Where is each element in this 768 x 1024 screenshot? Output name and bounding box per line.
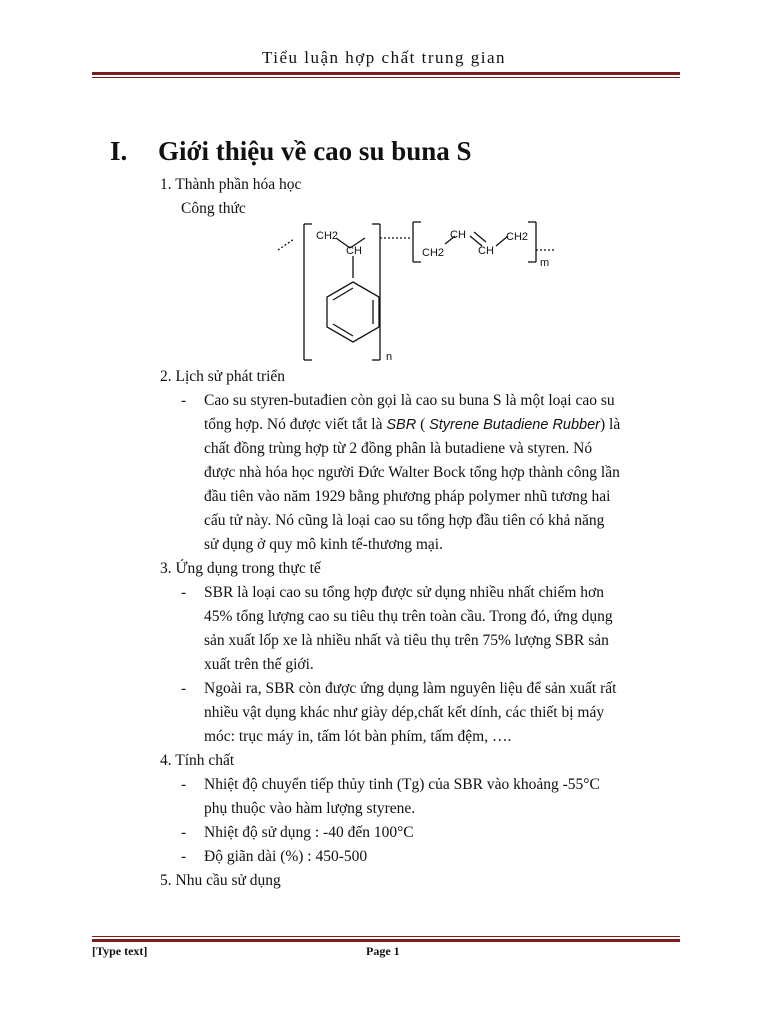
page-header-title: Tiểu luận hợp chất trung gian [261,48,507,67]
history-line-3: chất đồng trùng hợp từ 2 đồng phân là butadiene và styren. Nó [204,440,593,457]
property-line-4: Độ giãn dài (%) : 450-500 [204,848,368,865]
application-line-5: Ngoài ra, SBR còn được ứng dụng làm nguyên liệu để sản xuất rất [204,680,617,697]
property-line-2: phụ thuộc vào hàm lượng styrene. [204,800,416,817]
bullet-dash: - [181,680,187,697]
bullet-dash: - [181,824,187,841]
history-line-2-post: ) là [600,416,621,433]
item-1-title: 1. Thành phần hóa học [160,176,302,193]
property-line-3: Nhiệt độ sử dụng : -40 đến 100°C [204,824,414,841]
formula-ch-c: CH [478,245,494,257]
bullet-dash: - [181,848,187,865]
history-line-5: đầu tiên vào năm 1929 bằng phương pháp polymer nhũ tương hai [204,488,611,505]
header-rule [92,72,680,75]
formula-ch2-a: CH2 [316,230,339,242]
history-line-1: Cao su styren-butađien còn gọi là cao su buna S là một loại cao su [204,392,615,409]
formula-ch2-c: CH2 [506,231,529,243]
application-line-4: xuất trên thế giới. [204,656,314,673]
formula-ch-b: CH [450,229,466,241]
footer-page-number: Page 1 [366,944,400,958]
history-line-2-mid: ( [416,416,430,433]
history-line-2 [204,416,620,434]
section-heading [110,136,472,167]
bullet-dash: - [181,392,187,409]
formula-ch-a: CH [346,245,362,257]
footer-type-text: [Type text] [92,944,148,958]
formula-subscript-n: n [386,351,393,363]
bullet-dash: - [181,776,187,793]
footer-rule [92,939,680,942]
application-line-1: SBR là loại cao su tổng hợp được sử dụng nhiều nhất chiếm hơn [204,584,604,601]
heading-title: Giới thiệu về cao su buna S [158,136,472,166]
formula-ch2-b: CH2 [422,247,445,259]
history-line-6: cấu tử này. Nó cũng là loại cao su tổng hợp đầu tiên có khả năng [204,512,605,529]
formula-subscript-m: m [540,257,550,269]
application-line-2: 45% tổng lượng cao su tiêu thụ trên toàn cầu. Trong đó, ứng dụng [204,608,613,625]
property-line-1: Nhiệt độ chuyển tiếp thủy tinh (Tg) của SBR vào khoảng -55°C [204,776,600,793]
item-4-title: 4. Tính chất [160,752,235,769]
header-rule-thin [92,77,680,78]
abbr-sbr: SBR [386,417,417,433]
item-5-title: 5. Nhu cầu sử dụng [160,872,281,889]
application-line-3: sản xuất lốp xe là nhiều nhất và tiêu thụ trên 75% lượng SBR sản [204,632,609,649]
heading-number: I. [110,136,128,166]
item-2-title: 2. Lịch sử phát triển [160,368,286,385]
application-line-7: móc: trục máy in, tấm lót bàn phím, tấm đệm, …. [204,728,512,745]
item-3-title: 3. Ứng dụng trong thực tế [160,560,321,577]
formula-label: Công thức [181,200,246,217]
bullet-dash: - [181,584,187,601]
sbr-structural-formula [270,214,590,364]
full-name-sbr: Styrene Butadiene Rubber [429,417,601,433]
history-line-4: được nhà hóa học người Đức Walter Bock tổng hợp thành công lần [204,464,620,481]
history-line-2-pre: tổng hợp. Nó được viết tắt là [204,416,387,433]
history-line-7: sử dụng ở quy mô kinh tế-thương mại. [204,536,443,553]
footer-rule-thin [92,936,680,937]
application-line-6: nhiều vật dụng khác như giày dép,chất kết dính, các thiết bị máy [204,704,605,721]
